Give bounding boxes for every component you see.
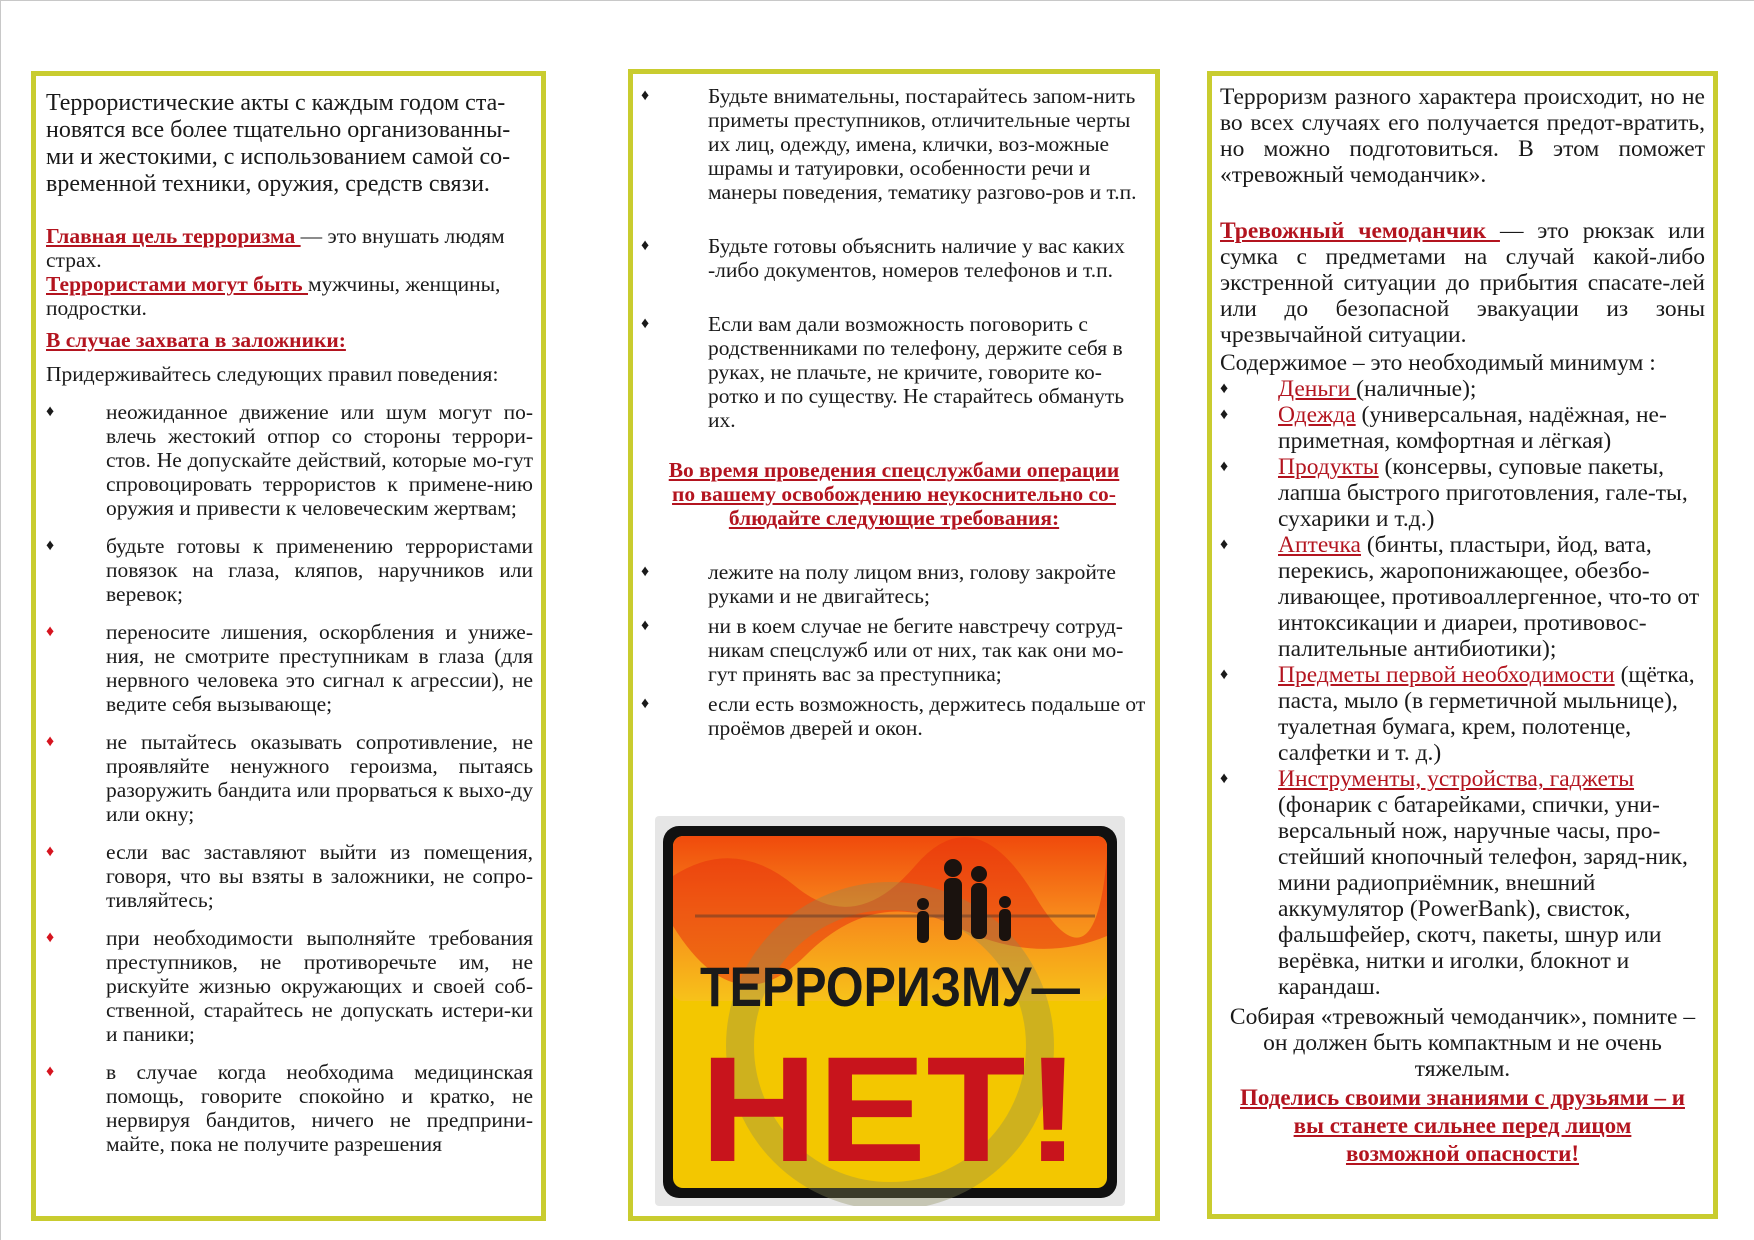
bullet-icon: ♦: [641, 617, 650, 634]
list-item-text: [1278, 402, 1705, 454]
item-desc: (щётка, паста, мыло (в герметичной мыльнице), туалетная бумага, крем, полотенце, салфетки и т. д.): [1278, 662, 1695, 766]
list-item: [641, 614, 1147, 686]
bullet-icon: ♦: [641, 237, 650, 254]
bullet-icon: ♦: [1220, 458, 1229, 475]
panel-left: [31, 71, 546, 1221]
list-item: [641, 560, 1147, 608]
item-desc: (универсальная, надёжная, не-приметная, комфортная и лёгкая): [1278, 402, 1667, 454]
item-label: Продукты: [1278, 454, 1379, 480]
intro-paragraph: Террористические акты с каждым годом ста-новятся все более тщательно организованны-ми и жестокими, с использованием самой со-временной техники, оружия, средств связи.: [46, 90, 511, 197]
list-item-text: неожиданное движение или шум могут по-влечь жестокий отпор со стороны террори-стов. Не допускайте действий, которые мо-гут спровоцировать террористов к примене-нию оружия и привести к человеческим жертвам;: [106, 400, 533, 520]
list-item-text: ни в коем случае не бегите навстречу сотруд-никам спецслужб или от них, так как они мо-гут принять вас за преступника;: [708, 614, 1124, 686]
bullet-icon: ♦: [1220, 666, 1229, 683]
list-item-text: при необходимости выполняйте требования преступников, не противоречьте им, не рискуйте жизнью окружающих и своей соб-ственной, старайтесь не допускать истери-ки и паники;: [106, 926, 533, 1046]
list-item-text: [1278, 376, 1705, 402]
who-text: мужчины, женщины, подростки.: [46, 272, 501, 320]
bullet-icon: ♦: [641, 87, 650, 104]
list-item-text: [1278, 662, 1705, 766]
bullet-icon: ♦: [641, 563, 650, 580]
goal-label: Главная цель терроризма: [46, 224, 301, 248]
bullet-icon: ♦: [1220, 406, 1229, 423]
panel-middle: [628, 69, 1160, 1221]
list-item-text: не пытайтесь оказывать сопротивление, не проявляйте ненужного героизма, пытаясь разоружить бандита или прорваться к выхо-ду или окну;: [106, 730, 533, 826]
list-item: [1220, 662, 1705, 766]
bullet-icon: ♦: [46, 623, 55, 640]
who-paragraph: [46, 272, 533, 320]
spacer: [46, 198, 533, 224]
list-item: [46, 620, 533, 716]
list-item: [46, 926, 533, 1046]
list-item-text: лежите на полу лицом вниз, голову закройте руками и не двигайтесь;: [708, 560, 1116, 608]
kit-label: Тревожный чемоданчик: [1220, 218, 1500, 244]
goal-text: — это внушать людям страх.: [46, 224, 505, 272]
list-item: [46, 730, 533, 826]
list-item-text: если есть возможность, держитесь подальше от проёмов дверей и окон.: [708, 692, 1146, 740]
list-item: [46, 1060, 533, 1156]
poster-image: [655, 816, 1125, 1206]
list-item: [46, 840, 533, 912]
panel-right: [1207, 71, 1718, 1219]
poster-slogan-line1: ТЕРРОРИЗМУ—: [700, 955, 1080, 1018]
item-desc: (бинты, пластыри, йод, вата, перекись, жаропонижающее, обезбо-ливающее, противоаллергенное, что-то от интоксикации и диареи, противовос-палительные антибиотики);: [1278, 532, 1700, 662]
bullet-icon: ♦: [46, 403, 55, 420]
list-item: [1220, 766, 1705, 1000]
operation-heading: Во время проведения спецслужбами операции по вашему освобождению неукоснительно со-блюдайте следующие требования:: [668, 458, 1120, 530]
anti-terror-poster: [655, 816, 1125, 1206]
list-item-text: Будьте внимательны, постарайтесь запом-нить приметы преступников, отличительные черты их лиц, одежду, имена, клички, воз-можные шрамы и татуировки, особенности речи и манеры поведения, тематику разгово-ров и т.п.: [708, 84, 1137, 204]
bullet-icon: ♦: [641, 315, 650, 332]
list-item-text: [1278, 532, 1705, 662]
list-item: [1220, 454, 1705, 532]
list-item: [641, 692, 1147, 740]
list-item-text: в случае когда необходима медицинская помощь, говорите спокойно и кратко, не нервируя бандитов, ничего не предприни-майте, пока не получите разрешения: [106, 1060, 533, 1156]
list-item: [1220, 532, 1705, 662]
bullet-icon: ♦: [1220, 380, 1229, 397]
list-item-text: [1278, 454, 1705, 532]
poster-slogan-line2: НЕТ!: [700, 1025, 1080, 1193]
page-edge-left: [0, 0, 1, 1240]
bullet-icon: ♦: [46, 733, 55, 750]
item-label: Одежда: [1278, 402, 1356, 428]
item-desc: (наличные);: [1356, 376, 1477, 402]
item-label: Деньги: [1278, 376, 1357, 402]
goal-paragraph: [46, 224, 533, 272]
list-item-text: Будьте готовы объяснить наличие у вас каких -либо документов, номеров телефонов и т.п.: [708, 234, 1125, 282]
item-desc: (консервы, суповые пакеты, лапша быстрого приготовления, гале-ты, сухарики и т.д.): [1278, 454, 1688, 532]
list-item: [1220, 376, 1705, 402]
bullet-icon: ♦: [1220, 536, 1229, 553]
list-item: [641, 234, 1147, 282]
item-label: Инструменты, устройства, гаджеты: [1278, 766, 1635, 792]
bullet-icon: ♦: [46, 1063, 55, 1080]
contents-intro: Содержимое – это необходимый минимум :: [1220, 350, 1656, 376]
who-label: Террористами могут быть: [46, 272, 308, 296]
rules-intro: Придерживайтесь следующих правил поведения:: [46, 362, 499, 386]
bullet-icon: ♦: [46, 929, 55, 946]
list-item: [641, 312, 1147, 432]
spacer: [1220, 188, 1705, 218]
list-item: [46, 534, 533, 606]
list-item-text: будьте готовы к применению террористами повязок на глаза, кляпов, наручников или веревок;: [106, 534, 533, 606]
kit-text: — это рюкзак или сумка с предметами на случай какой-либо экстренной ситуации до прибытия спасате-лей или до безопасной эвакуации из зоны чрезвычайной ситуации.: [1220, 218, 1705, 348]
list-item: [46, 400, 533, 520]
list-item: [1220, 402, 1705, 454]
intro-paragraph: Терроризм разного характера происходит, но не во всех случаях его получается предот-вратить, но можно подготовиться. В этом поможет «тревожный чемоданчик».: [1220, 84, 1705, 188]
item-desc: (фонарик с батарейками, спички, уни-версальный нож, наручные часы, про-стейший кнопочный телефон, заряд-ник, мини радиоприёмник, внешний аккумулятор (PowerBank), свисток, фальшфейер, скотч, пакеты, шнур или верёвка, нитки и иголки, блокнот и карандаш.: [1278, 792, 1688, 1000]
list-item: [641, 84, 1147, 204]
bullet-icon: ♦: [46, 537, 55, 554]
bullet-icon: ♦: [1220, 770, 1229, 787]
kit-paragraph: [1220, 218, 1705, 348]
list-item-text: [1278, 766, 1705, 1000]
list-item-text: Если вам дали возможность поговорить с родственниками по телефону, держите себя в руках, не плачьте, не кричите, говорите ко-ротко и по существу. Не старайтесь обмануть их.: [708, 312, 1125, 432]
closing-slogan: Поделись своими знаниями с друзьями – и вы станете сильнее перед лицом возможной опасности!: [1240, 1085, 1685, 1166]
item-label: Аптечка: [1278, 532, 1361, 558]
bullet-icon: ♦: [46, 843, 55, 860]
list-item-text: переносите лишения, оскорбления и униже-ния, не смотрите преступникам в глаза (для нервного человека это сигнал к агрессии), не ведите себя вызывающе;: [106, 620, 533, 716]
list-item-text: если вас заставляют выйти из помещения, говоря, что вы взяты в заложники, не сопро-тивляйтесь;: [106, 840, 533, 912]
page-edge-top: [0, 0, 1754, 1]
hostage-heading: В случае захвата в заложники:: [46, 328, 346, 352]
reminder-paragraph: Собирая «тревожный чемоданчик», помните – он должен быть компактным и не очень тяжелым.: [1229, 1004, 1696, 1082]
item-label: Предметы первой необходимости: [1278, 662, 1615, 688]
bullet-icon: ♦: [641, 695, 650, 712]
